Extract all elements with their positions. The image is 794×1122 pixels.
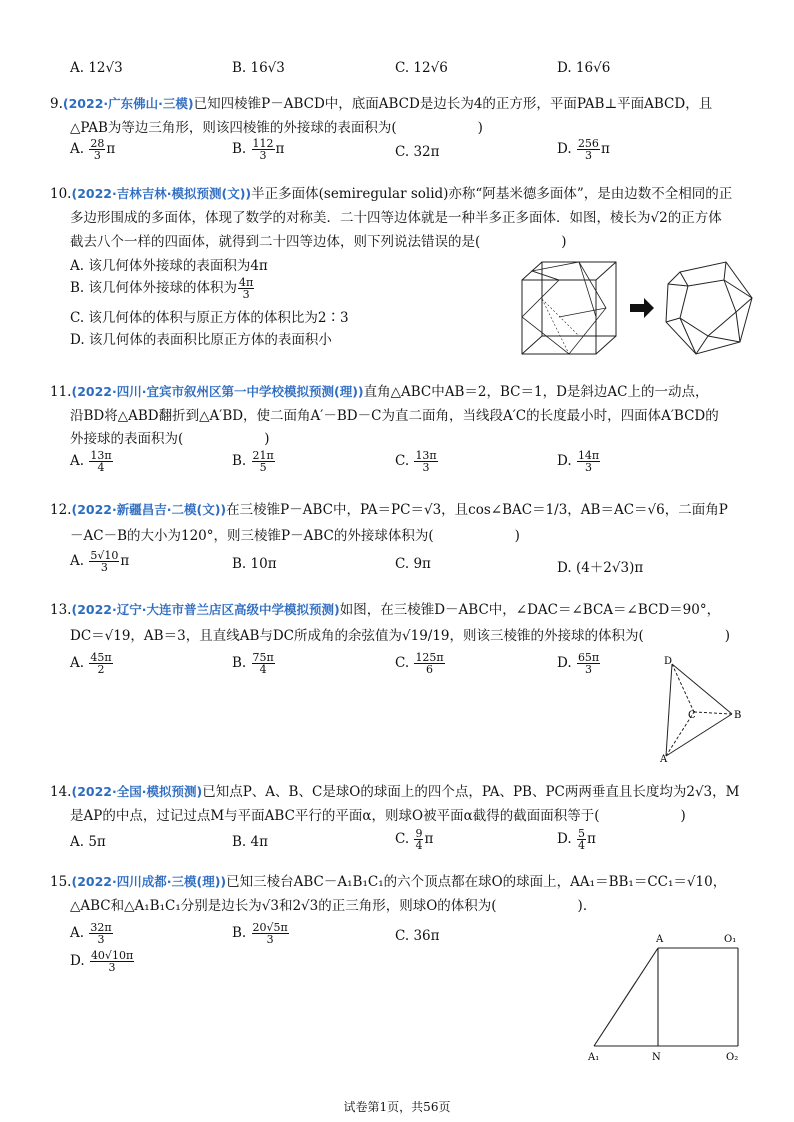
q15-figure: [586, 928, 746, 1064]
q14-option-c: C. $\frac{9}{4}$ π: [395, 827, 434, 852]
q9-number: 9.: [50, 96, 63, 112]
q10-line2: 多边形围成的多面体，体现了数学的对称美．二十四等边体就是一种半多正多面体．如图，棱长为√2的正方体: [70, 210, 722, 226]
q14-option-a: A. 5π: [70, 834, 106, 850]
cuboctahedron-figure: [666, 262, 752, 354]
q15-label-o2: O₂: [726, 1052, 739, 1063]
q12-source: (2022·新疆昌吉·二模(文)): [71, 502, 227, 517]
q9-option-c: C. 32π: [395, 144, 440, 160]
q13-text-1: 如图，在三棱锥D－ABC中，∠DAC＝∠BCA＝∠BCD＝90°，: [339, 602, 721, 618]
q13-label-b: B: [734, 710, 742, 721]
q8-option-d: D. 16√6: [557, 60, 611, 76]
q13-line2: DC＝√19，AB＝3，且直线AB与DC所成角的余弦值为√19/19，则该三棱锥的外接球的体积为( ): [70, 628, 731, 644]
q14-option-d: D. $\frac{5}{4}$ π: [557, 827, 596, 852]
q12-line1: [50, 498, 728, 518]
q10-option-d: D. 该几何体的表面积比原正方体的表面积小: [70, 332, 332, 348]
q14-option-b: B. 4π: [232, 834, 268, 850]
q11-line3: 外接球的表面积为( ): [70, 431, 270, 447]
q13-label-c: C: [688, 710, 696, 721]
q12-option-a: A. $\frac{5√10}{3}$ π: [70, 549, 130, 574]
q15-label-n: N: [652, 1052, 661, 1063]
q13-option-a: A. $\frac{45\pi}{2}$: [70, 651, 112, 676]
q11-option-a: A. $\frac{13\pi}{4}$: [70, 449, 112, 474]
q11-option-b: B. $\frac{21\pi}{5}$: [232, 449, 274, 474]
q12-text-1: 在三棱锥P－ABC中，PA＝PC＝√3，且cos∠BAC＝1/3，AB＝AC＝√6，二面角P: [226, 502, 728, 518]
q13-source: (2022·辽宁·大连市普兰店区高级中学模拟预测): [71, 602, 340, 617]
page-footer: 试卷第1页，共56页: [343, 1100, 451, 1114]
q15-label-a: A: [656, 934, 664, 945]
q11-option-c: C. $\frac{13\pi}{3}$: [395, 449, 437, 474]
q15-option-c: C. 36π: [395, 928, 440, 944]
q15-option-d: D. $\frac{40√10\pi}{3}$: [70, 949, 134, 974]
q13-line1: [50, 598, 720, 618]
q15-option-b: B. $\frac{20√5\pi}{3}$: [232, 921, 288, 946]
q13-option-b: B. $\frac{75\pi}{4}$: [232, 651, 274, 676]
q14-number: 14.: [50, 784, 72, 800]
q9-option-a: A. $\frac{28}{3}$ π: [70, 137, 116, 162]
q11-option-d: D. $\frac{14\pi}{3}$: [557, 449, 600, 474]
arrow-right-icon: [630, 298, 654, 318]
q13-label-d: D: [664, 656, 673, 667]
q10-option-a: A. 该几何体外接球的表面积为4π: [70, 258, 268, 274]
q13-label-a: A: [660, 754, 668, 764]
q10-text-1: 半正多面体(semiregular solid)亦称“阿基米德多面体”，是由边数不全相同的正: [251, 186, 733, 202]
q9-option-d: D. $\frac{256}{3}$ π: [557, 137, 610, 162]
cube-figure: [522, 262, 616, 354]
q11-line2: 沿BD将△ABD翻折到△A′BD，使二面角A′－BD－C为直二面角，当线段A′C的长度最小时，四面体A′BCD的: [70, 408, 719, 424]
q13-option-c: C. $\frac{125\pi}{6}$: [395, 651, 444, 676]
q9-text-1: 已知四棱锥P－ABCD中，底面ABCD是边长为4的正方形，平面PAB⊥平面ABCD，且: [193, 96, 713, 112]
q15-line2: △ABC和△A₁B₁C₁分别是边长为√3和2√3的正三角形，则球O的体积为( )．: [70, 898, 597, 914]
q9-option-b: B. $\frac{112}{3}$ π: [232, 137, 285, 162]
q15-text-1: 已知三棱台ABC－A₁B₁C₁的六个顶点都在球O的球面上，AA₁＝BB₁＝CC₁＝√10，: [226, 874, 727, 890]
q10-number: 10.: [50, 186, 72, 202]
q15-label-o1: O₁: [724, 934, 737, 945]
q15-label-a1: A₁: [588, 1052, 600, 1063]
q8-option-a: A. 12√3: [70, 60, 123, 76]
q10-source: (2022·吉林吉林·模拟预测(文)): [71, 186, 252, 201]
q12-option-d: D. (4＋2√3)π: [557, 560, 644, 576]
q11-number: 11.: [50, 384, 72, 400]
q10-option-b: B. 该几何体外接球的体积为 $\frac{4\pi}{3}$: [70, 276, 254, 301]
q10-option-c: C. 该几何体的体积与原正方体的体积比为2∶3: [70, 310, 349, 326]
q14-source: (2022·全国·模拟预测): [71, 784, 203, 799]
q10-figure: [518, 258, 758, 358]
q8-option-c: C. 12√6: [395, 60, 448, 76]
q11-line1: [50, 380, 709, 400]
q10-line3: 截去八个一样的四面体，就得到二十四等边体，则下列说法错误的是( ): [70, 234, 567, 250]
q14-line2: 是AP的中点，过记过点M与平面ABC平行的平面α，则球O被平面α截得的截面面积等于( ): [70, 808, 686, 824]
q12-number: 12.: [50, 502, 72, 518]
q14-line1: [50, 780, 739, 800]
q11-source: (2022·四川·宜宾市叙州区第一中学校模拟预测(理)): [71, 384, 364, 399]
q12-option-c: C. 9π: [395, 556, 431, 572]
q9-line1: [50, 92, 712, 112]
q15-number: 15.: [50, 874, 72, 890]
q13-figure: [658, 652, 748, 764]
q11-text-1: 直角△ABC中AB＝2，BC＝1，D是斜边AC上的一动点，: [363, 384, 709, 400]
q9-line2: △PAB为等边三角形，则该四棱锥的外接球的表面积为( ): [70, 120, 483, 136]
q13-option-d: D. $\frac{65\pi}{3}$: [557, 651, 600, 676]
q12-line2: －AC－B的大小为120°，则三棱锥P－ABC的外接球体积为( ): [70, 528, 520, 544]
q15-line1: [50, 870, 726, 890]
q12-option-b: B. 10π: [232, 556, 277, 572]
q15-option-a: A. $\frac{32\pi}{3}$: [70, 921, 112, 946]
q14-text-1: 已知点P、A、B、C是球O的球面上的四个点，PA、PB、PC两两垂直且长度均为2√3，M: [202, 784, 740, 800]
q9-source: (2022·广东佛山·三模): [62, 96, 194, 111]
q13-number: 13.: [50, 602, 72, 618]
q15-source: (2022·四川成都·三模(理)): [71, 874, 227, 889]
q8-option-b: B. 16√3: [232, 60, 285, 76]
q10-line1: [50, 182, 732, 202]
